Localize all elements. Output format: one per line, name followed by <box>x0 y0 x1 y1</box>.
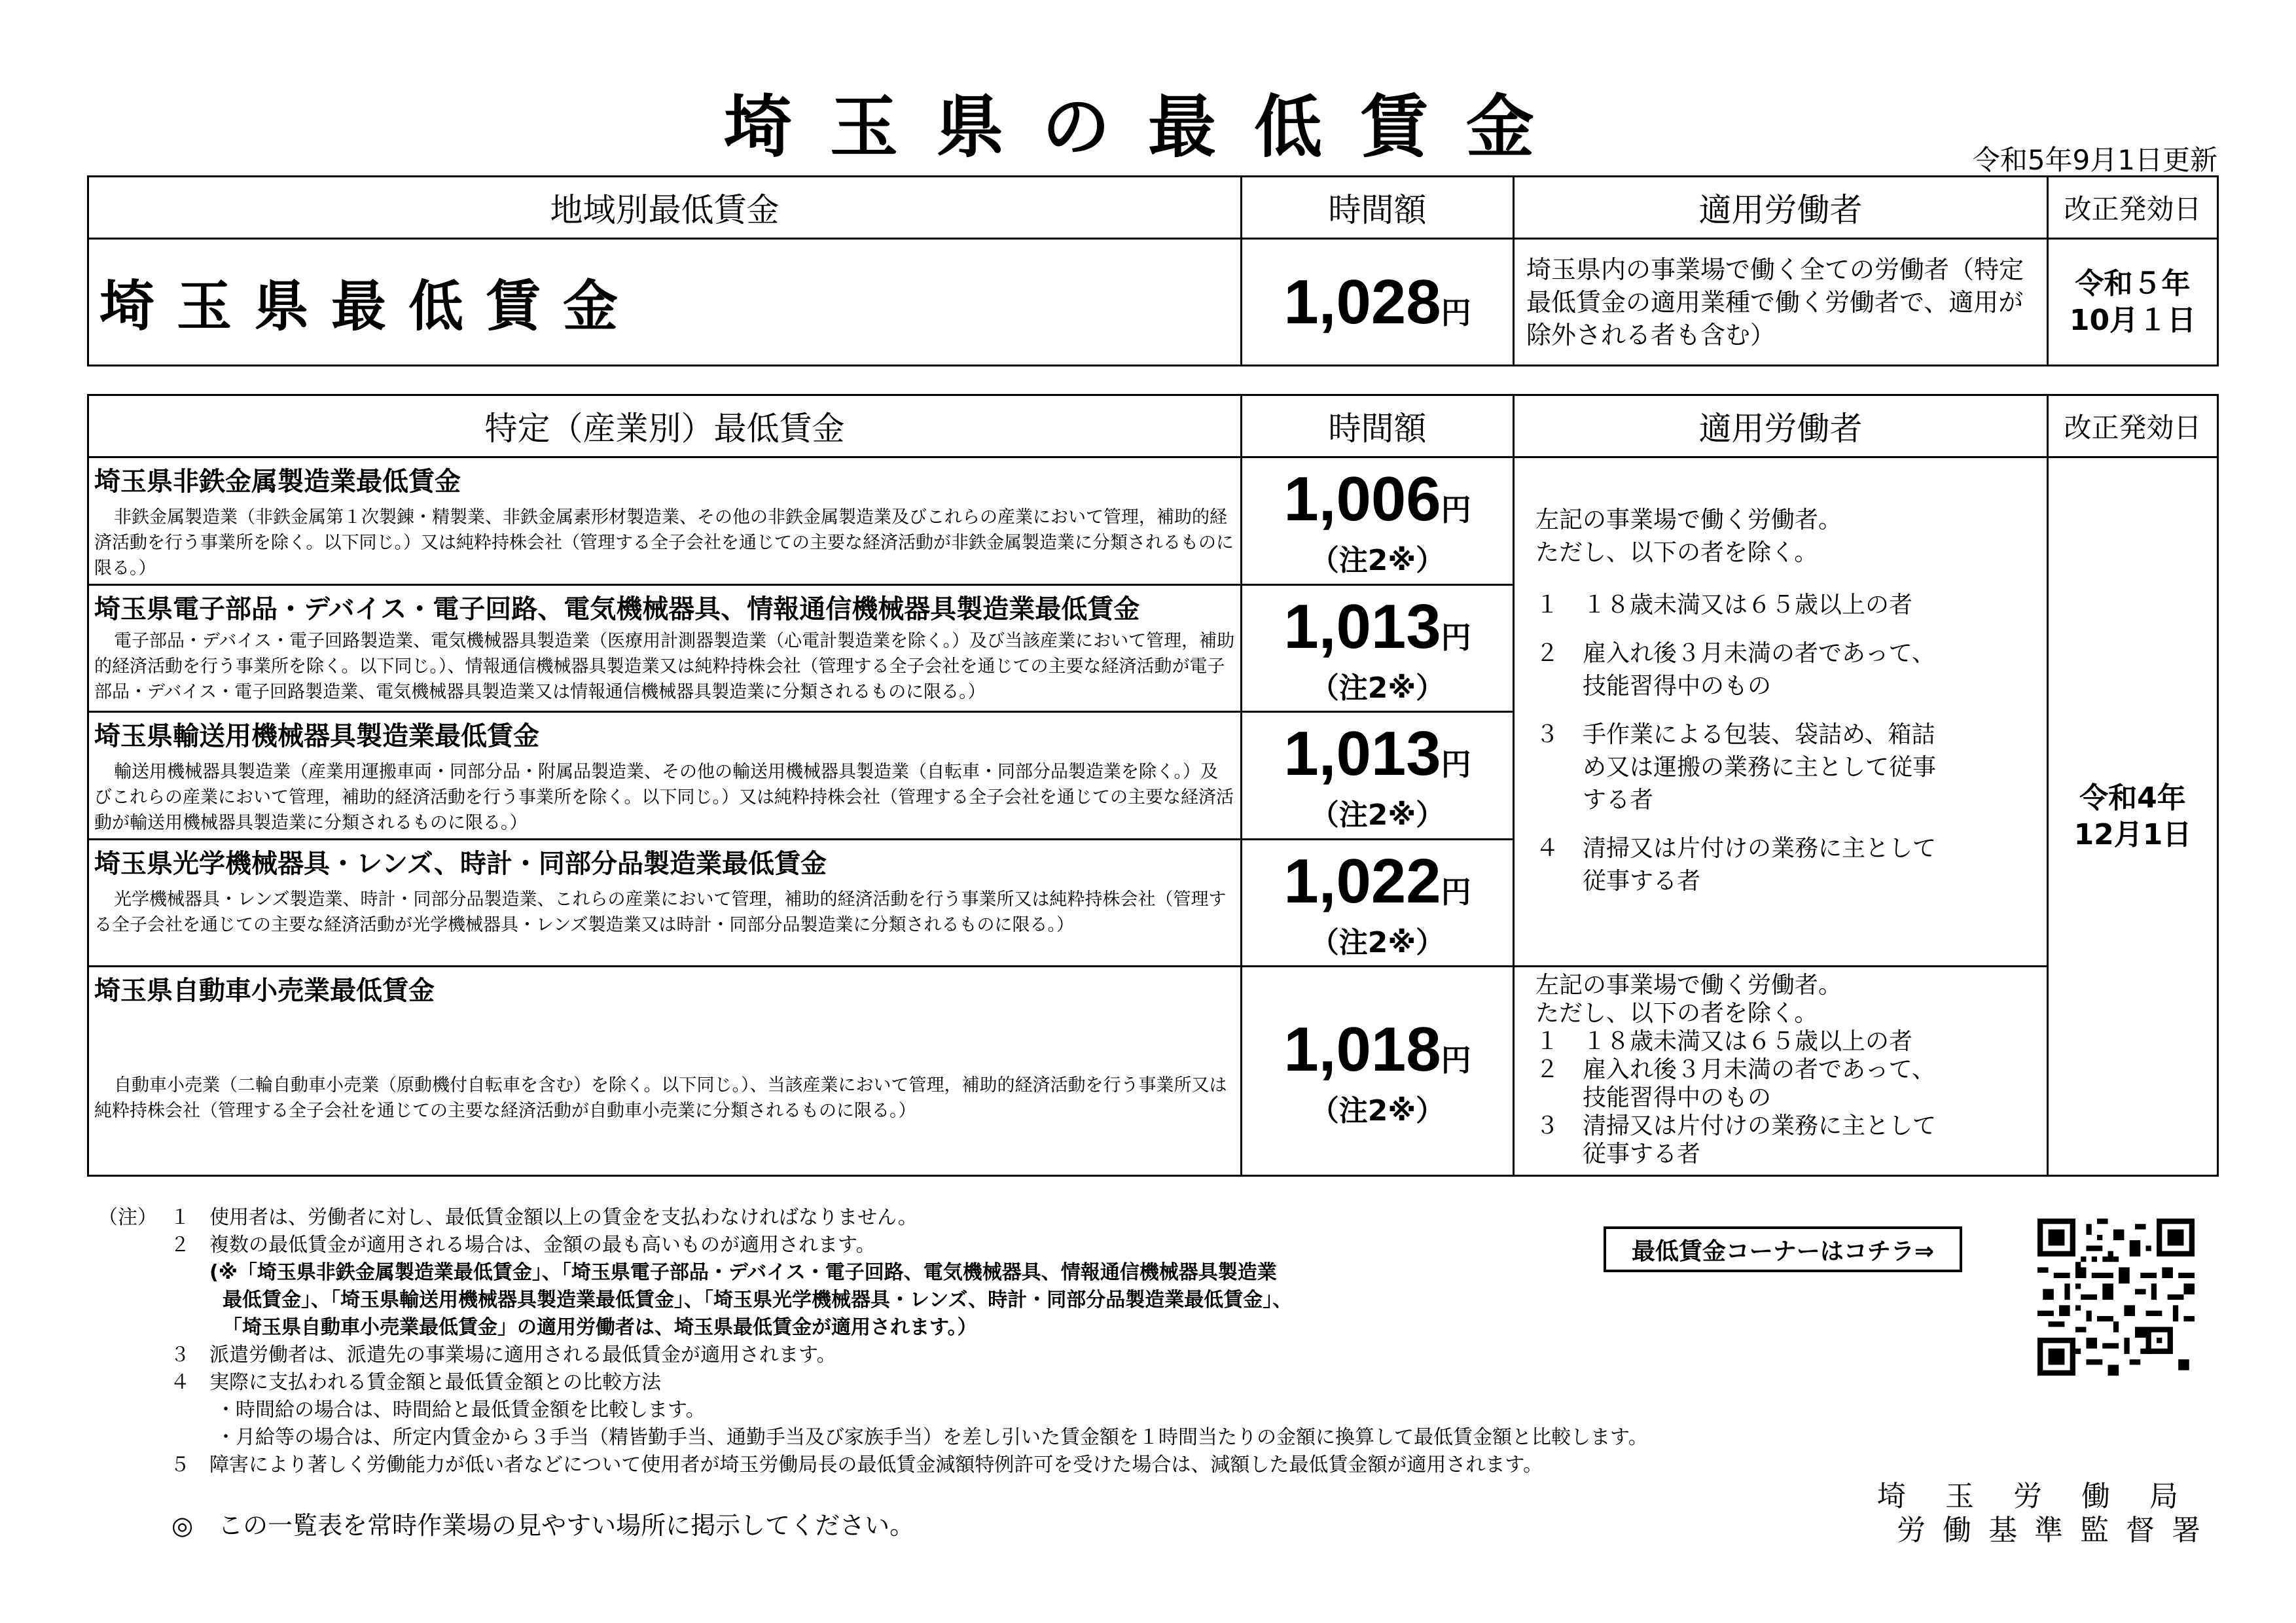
industry-name: 埼玉県輸送用機械器具製造業最低賃金 <box>94 721 539 751</box>
header-workers: 適用労働者 <box>1514 177 2048 239</box>
regional-wage-name: 埼玉県最低賃金 <box>88 239 1242 366</box>
header-date: 改正発効日 <box>2048 177 2218 239</box>
posting-instruction: ◎ この一覧表を常時作業場の見やすい場所に掲示してください。 <box>171 1511 915 1540</box>
industry-cell <box>88 457 1242 585</box>
industry-cell <box>88 585 1242 712</box>
minimum-wage-corner-link[interactable]: 最低賃金コーナーはコチラ⇒ <box>1604 1226 1962 1272</box>
industry-desc: 非鉄金属製造業（非鉄金属第１次製錬・精製業、非鉄金属素形材製造業、その他の非鉄金属製造業及びこれらの産業において管理，補助的経済活動を行う事業所を除く。以下同じ。）又は純粋持株会社（管理する全子会社を通じての主要な経済活動が非鉄金属製造業に分類されるものに限る。） <box>94 507 1234 579</box>
amount-value: 1,028 <box>1283 266 1441 337</box>
table-row <box>88 457 2218 585</box>
industry-cell <box>88 840 1242 967</box>
specific-workers-group2: 左記の事業場で働く労働者。 ただし、以下の者を除く。 １ １８歳未満又は６５歳以上の者 ２ 雇入れ後３月未満の者であって、 技能習得中のもの ３ 清掃又は片付けの業務に主として 従事する者 <box>1514 967 2048 1176</box>
specific-minimum-wage-table <box>87 394 2219 1177</box>
qr-code-icon[interactable] <box>2030 1219 2202 1376</box>
industry-name: 埼玉県自動車小売業最低賃金 <box>94 976 435 1006</box>
header-amount: 時間額 <box>1242 177 1514 239</box>
table-row <box>88 967 2218 1176</box>
regional-minimum-wage-table <box>87 175 2219 366</box>
header-date: 改正発効日 <box>2048 395 2218 457</box>
industry-amount: 1,018円 （注2※） <box>1242 967 1514 1176</box>
office-name-line1: 埼玉労働局 <box>1877 1480 2217 1513</box>
notes-label: （注） <box>98 1206 157 1229</box>
regional-workers: 埼玉県内の事業場で働く全ての労働者（特定最低賃金の適用業種で働く労働者で、適用が除外される者も含む） <box>1514 239 2048 366</box>
industry-cell <box>88 967 1242 1176</box>
industry-desc: 電子部品・デバイス・電子回路製造業、電気機械器具製造業（医療用計測器製造業（心電計製造業を除く。）及び当該産業において管理，補助的経済活動を行う事業所を除く。以下同じ。）、情報通信機械器具製造業又は純粋持株会社（管理する全子会社を通じての主要な経済活動が電子部品・デバイス・電子回路製造業、電気機械器具製造業又は情報通信機械器具製造業に分類されるものに限る。） <box>94 631 1235 702</box>
header-regional-name: 地域別最低賃金 <box>88 177 1242 239</box>
updated-date: 令和5年9月1日更新 <box>1972 144 2217 176</box>
header-workers: 適用労働者 <box>1514 395 2048 457</box>
regional-effective-date: 令和５年 10月１日 <box>2048 239 2218 366</box>
header-amount: 時間額 <box>1242 395 1514 457</box>
industry-amount: 1,022円 （注2※） <box>1242 840 1514 967</box>
industry-desc: 自動車小売業（二輪自動車小売業（原動機付自転車を含む）を除く。以下同じ。）、当該産業において管理，補助的経済活動を行う事業所又は純粋持株会社（管理する全子会社を通じての主要な経済活動が自動車小売業に分類されるものに限る。） <box>94 1075 1227 1121</box>
industry-amount: 1,006円 （注2※） <box>1242 457 1514 585</box>
industry-name: 埼玉県光学機械器具・レンズ、時計・同部分品製造業最低賃金 <box>94 849 827 879</box>
header-specific-name: 特定（産業別）最低賃金 <box>88 395 1242 457</box>
industry-name: 埼玉県電子部品・デバイス・電子回路、電気機械器具、情報通信機械器具製造業最低賃金 <box>94 594 1140 624</box>
page-title: 埼玉県の最低賃金 <box>723 87 1572 167</box>
yen-unit: 円 <box>1441 294 1471 330</box>
industry-name: 埼玉県非鉄金属製造業最低賃金 <box>94 467 461 497</box>
office-name-line2: 労働基準監督署 <box>1897 1514 2217 1547</box>
industry-amount: 1,013円 （注2※） <box>1242 585 1514 712</box>
industry-desc: 光学機械器具・レンズ製造業、時計・同部分品製造業、これらの産業において管理，補助的経済活動を行う事業所又は純粋持株会社（管理する全子会社を通じての主要な経済活動が光学機械器具・レンズ製造業又は時計・同部分品製造業に分類されるものに限る。） <box>94 889 1227 935</box>
specific-effective-date: 令和4年 12月1日 <box>2048 457 2218 1176</box>
industry-cell <box>88 712 1242 840</box>
notes-section: （注） １ 使用者は、労働者に対し、最低賃金額以上の賃金を支払わなければなりません。 ２ 複数の最低賃金が適用される場合は、金額の最も高いものが適用されます。 (※「埼玉県非鉄金属製造業最低賃金」、「埼玉県電子部品・デバイス・電子回路、電気機械器具、情報通信機械器具製造業 最低賃金」、「埼玉県輸送用機械器具製造業最低賃金」、「埼玉県光学機械器具・レンズ、時計・同部分品製造業最低賃金」、 「埼玉県自動車小売業最低賃金」の適用労働者は、埼玉県最低賃金が適用されます。） ３ 派遣労働者は、派遣先の事業場に適用される最低賃金が適用されます。 ４ 実際に支払われる賃金額と最低賃金額との比較方法 ・時間給の場合は、時間給と最低賃金額を比較します。 ・月給等の場合は、所定内賃金から３手当（精皆勤手当、通勤手当及び家族手当）を差し引いた賃金額を１時間当たりの金額に換算して最低賃金額と比較します。 ５ 障害により著しく労働能力が低い者などについて使用者が埼玉労働局長の最低賃金減額特例許可を受けた場合は、減額した最低賃金額が適用されます。 <box>98 1204 1648 1479</box>
industry-desc: 輸送用機械器具製造業（産業用運搬車両・同部分品・附属品製造業、その他の輸送用機械器具製造業（自転車・同部分品製造業を除く。）及びこれらの産業において管理，補助的経済活動を行う事業所を除く。以下同じ。）又は純粋持株会社（管理する全子会社を通じての主要な経済活動が輸送用機械器具製造業に分類されるものに限る。） <box>94 762 1234 833</box>
regional-wage-amount <box>1242 239 1514 366</box>
specific-workers-group1: 左記の事業場で働く労働者。 ただし、以下の者を除く。 １ １８歳未満又は６５歳以上の者 ２ 雇入れ後３月未満の者であって、 技能習得中のもの ３ 手作業による包装、袋詰め、箱詰 め又は運搬の業務に主として従事 する者 ４ 清掃又は片付けの業務に主として 従事する者 <box>1514 457 2048 967</box>
industry-amount: 1,013円 （注2※） <box>1242 712 1514 840</box>
